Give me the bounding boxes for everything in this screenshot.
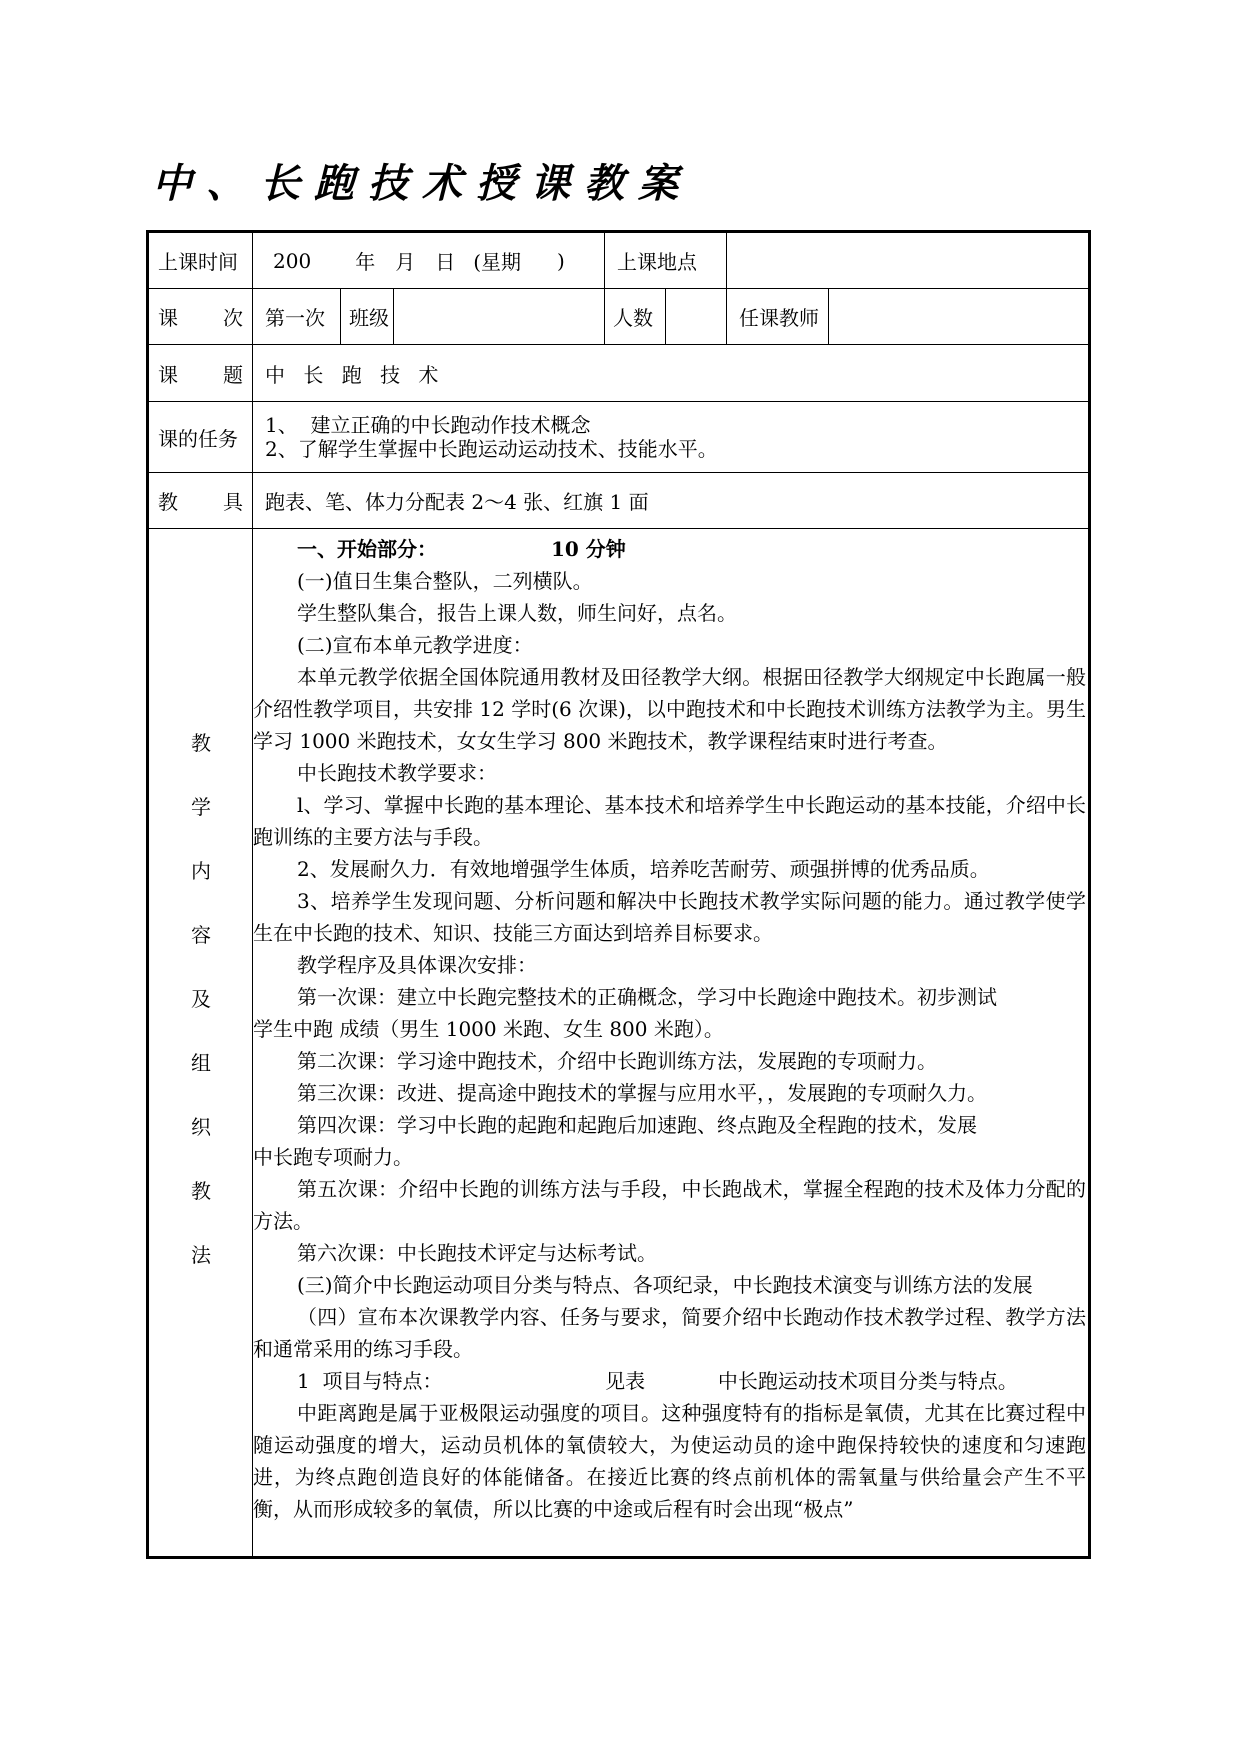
paragraph: (一)值日生集合整队，二列横队。: [297, 569, 593, 593]
content-label-char: 教: [191, 1179, 211, 1203]
item1-label: 1 项目与特点：: [297, 1369, 443, 1393]
class-label: 班级: [341, 289, 394, 344]
time-value: [253, 233, 605, 288]
paragraph: 学生中跑 成绩（男生 1000 米跑、女生 800 米跑）。: [253, 1017, 724, 1041]
session-label-second: 次: [223, 306, 243, 330]
tools-label-second: 具: [223, 490, 243, 514]
paragraph: (三)简介中长跑运动项目分类与特点、各项纪录，中长跑技术演变与训练方法的发展: [297, 1273, 1033, 1297]
paragraph: 第六次课：中长跑技术评定与达标考试。: [297, 1241, 657, 1265]
paragraph: 教学程序及具体课次安排：: [297, 953, 537, 977]
time-week: (星期: [473, 250, 521, 274]
teacher-value: [829, 289, 1088, 344]
paragraph: 学生整队集合，报告上课人数，师生问好，点名。: [297, 601, 737, 625]
paragraph: 中长跑技术教学要求：: [297, 761, 497, 785]
paragraph: 2、发展耐久力．有效地增强学生体质，培养吃苦耐劳、顽强拼博的优秀品质。: [297, 857, 990, 881]
content-label: [149, 529, 253, 1556]
content-label-char: 学: [191, 795, 211, 819]
content-label-char: 教: [191, 731, 211, 755]
paragraph: 3、培养学生发现问题、分析问题和解决中长跑技术教学实际问题的能力。通过教学使学生在中长跑的技术、知识、技能三方面达到培养目标要求。: [253, 889, 1086, 945]
paragraph: 第三次课：改进、提高途中跑技术的掌握与应用水平，，发展跑的专项耐久力。: [297, 1081, 987, 1105]
tools-value: 跑表、笔、体力分配表 2～4 张、红旗 1 面: [265, 490, 649, 514]
paragraph: （四）宣布本次课教学内容、任务与要求，简要介绍中长跑动作技术教学过程、教学方法和通常采用的练习手段。: [253, 1305, 1086, 1361]
session-label: [149, 289, 253, 344]
time-label: 上课时间: [149, 233, 253, 288]
paragraph: 本单元教学依据全国体院通用教材及田径教学大纲。根据田径教学大纲规定中长跑属一般介绍性教学项目，共安排 12 学时(6 次课)，以中跑技术和中长跑技术训练方法教学为主。男生学习 1000 米跑技术，女女生学习 800 米跑技术，教学课程结束时进行考查。: [253, 665, 1086, 753]
item1-see: 见表: [605, 1369, 646, 1393]
tools-label-first: 教: [158, 490, 178, 514]
content-label-char: 法: [191, 1243, 211, 1267]
topic-label-second: 题: [223, 362, 243, 387]
row-topic: [149, 345, 1088, 402]
task-item-1: 1、 建立正确的中长跑动作技术概念: [265, 413, 591, 437]
row-tools: [149, 473, 1088, 529]
content-label-char: 组: [191, 1051, 211, 1075]
topic-label-first: 课: [158, 362, 178, 387]
row-session: [149, 289, 1088, 345]
content-label-char: 织: [191, 1115, 211, 1139]
task-label: 课的任务: [149, 402, 253, 472]
item-heading: [253, 1365, 1088, 1397]
session-value: 第一次: [253, 289, 341, 344]
topic-label: [149, 345, 253, 401]
count-label: 人数: [605, 289, 666, 344]
section-time: 10 分钟: [550, 537, 626, 561]
page-title: 中、长跑技术授课教案: [152, 161, 692, 207]
teacher-label: 任课教师: [727, 289, 829, 344]
paragraph: 第五次课：介绍中长跑的训练方法与手段，中长跑战术，掌握全程跑的技术及体力分配的方法。: [253, 1177, 1086, 1233]
paragraph: 第四次课：学习中长跑的起跑和起跑后加速跑、终点跑及全程跑的技术，发展: [297, 1113, 977, 1137]
paragraph: 第二次课：学习途中跑技术，介绍中长跑训练方法，发展跑的专项耐力。: [297, 1049, 937, 1073]
content-label-char: 内: [191, 859, 211, 883]
task-list: [253, 402, 1088, 472]
item1-table: 中长跑运动技术项目分类与特点。: [717, 1369, 1018, 1393]
content-label-char: 容: [191, 923, 211, 947]
content-label-char: 及: [191, 987, 211, 1011]
class-value: [394, 289, 605, 344]
lesson-plan-table: [146, 230, 1091, 1559]
row-tasks: [149, 402, 1088, 473]
section-title: 一、开始部分：: [297, 537, 437, 561]
place-value: [727, 233, 1088, 288]
content-body: [253, 529, 1088, 1556]
paragraph: l、学习、掌握中长跑的基本理论、基本技术和培养学生中长跑运动的基本技能，介绍中长跑训练的主要方法与手段。: [253, 793, 1086, 849]
session-label-first: 课: [158, 306, 178, 330]
row-time-place: [149, 233, 1088, 289]
time-month: 月: [395, 250, 416, 274]
time-year-unit: 年: [355, 250, 376, 274]
tools-label: [149, 473, 253, 528]
time-year: 200: [273, 248, 312, 273]
paragraph: 第一次课：建立中长跑完整技术的正确概念，学习中长跑途中跑技术。初步测试: [297, 985, 997, 1009]
topic-value: 中 长 跑 技 术: [265, 362, 439, 387]
paragraph: 中距离跑是属于亚极限运动强度的项目。这种强度特有的指标是氧债，尤其在比赛过程中随运动强度的增大，运动员机体的氧债较大，为使运动员的途中跑保持较快的速度和匀速跑进，为终点跑创造良好的体能储备。在接近比赛的终点前机体的需氧量与供给量会产生不平衡，从而形成较多的氧债，所以比赛的中途或后程有时会出现“极点”: [253, 1401, 1086, 1521]
section-heading: [253, 533, 1088, 565]
count-value: [666, 289, 727, 344]
time-week-close: ): [557, 248, 565, 273]
task-item-2: 2、了解学生掌握中长跑运动运动技术、技能水平。: [265, 437, 718, 461]
paragraph: (二)宣布本单元教学进度：: [297, 633, 533, 657]
time-day: 日: [435, 250, 456, 274]
paragraph: 中长跑专项耐力。: [253, 1145, 413, 1169]
row-content: [149, 529, 1088, 1556]
place-label: 上课地点: [605, 233, 727, 288]
